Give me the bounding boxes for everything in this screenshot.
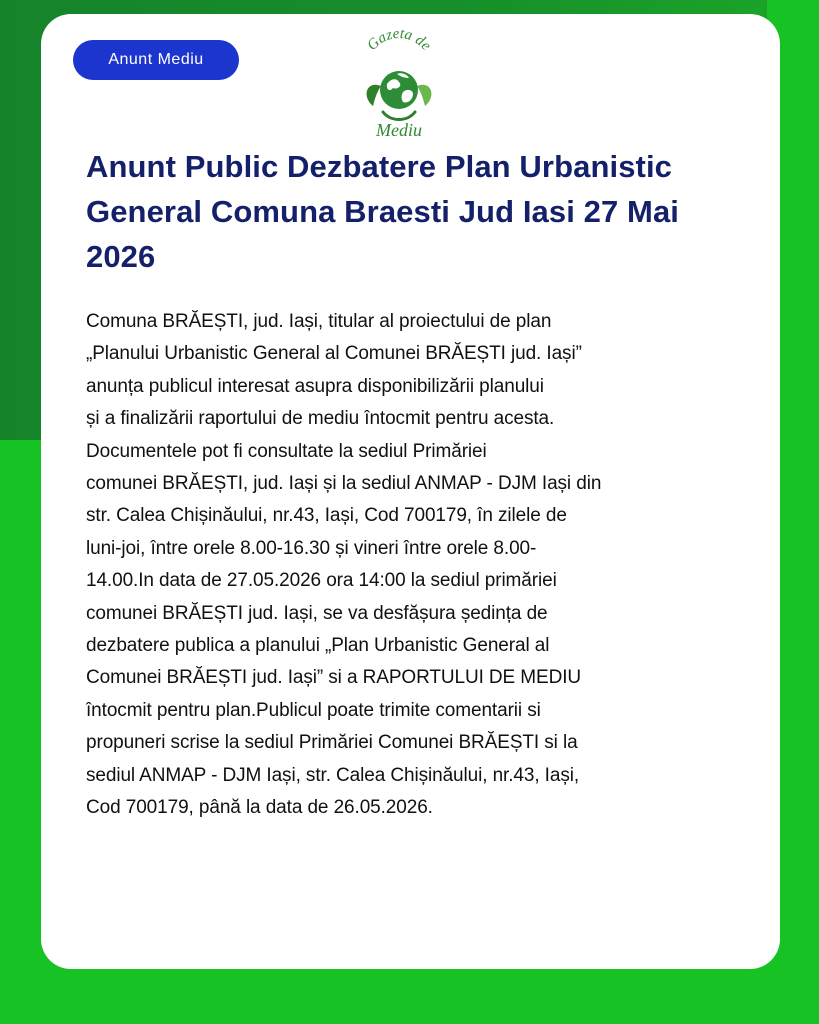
globe-leaf-logo-icon	[353, 26, 445, 140]
category-badge[interactable]: Anunt Mediu	[73, 40, 239, 80]
page-title: Anunt Public Dezbatere Plan Urbanistic General Comuna Braesti Jud Iasi 27 Mai 2026	[86, 149, 680, 274]
announcement-body: Comuna BRĂEȘTI, jud. Iași, titular al proiectului de plan „Planului Urbanistic General al Comunei BRĂEȘTI jud. Iași” anunța publicul interesat asupra disponibilizării planului și a finalizării raportului de mediu întocmit pentru acesta. Documentele pot fi consultate la sediul Primăriei comunei BRĂEȘTI, jud. Iași și la sediul ANMAP - DJM Iași din str. Calea Chișinăului, nr.43, Iași, Cod 700179, în zilele de luni-joi, între orele 8.00-16.30 și vineri între orele 8.00- 14.00.In data de 27.05.2026 ora 14:00 la sediul primăriei comunei BRĂEȘTI jud. Iași, se va desfășura ședința de dezbatere publica a planului „Plan Urbanistic General al Comunei BRĂEȘTI jud. Iași” si a RAPORTULUI DE MEDIU întocmit pentru plan.Publicul poate trimite comentarii si propuneri scrise la sediul Primăriei Comunei BRĂEȘTI si la sediul ANMAP - DJM Iași, str. Calea Chișinăului, nr.43, Iași, Cod 700179, până la data de 26.05.2026.	[86, 311, 602, 819]
announcement-card	[41, 14, 780, 969]
logo-bottom-text: Mediu	[376, 120, 422, 140]
logo-top-text: Gazeta de	[364, 26, 435, 54]
